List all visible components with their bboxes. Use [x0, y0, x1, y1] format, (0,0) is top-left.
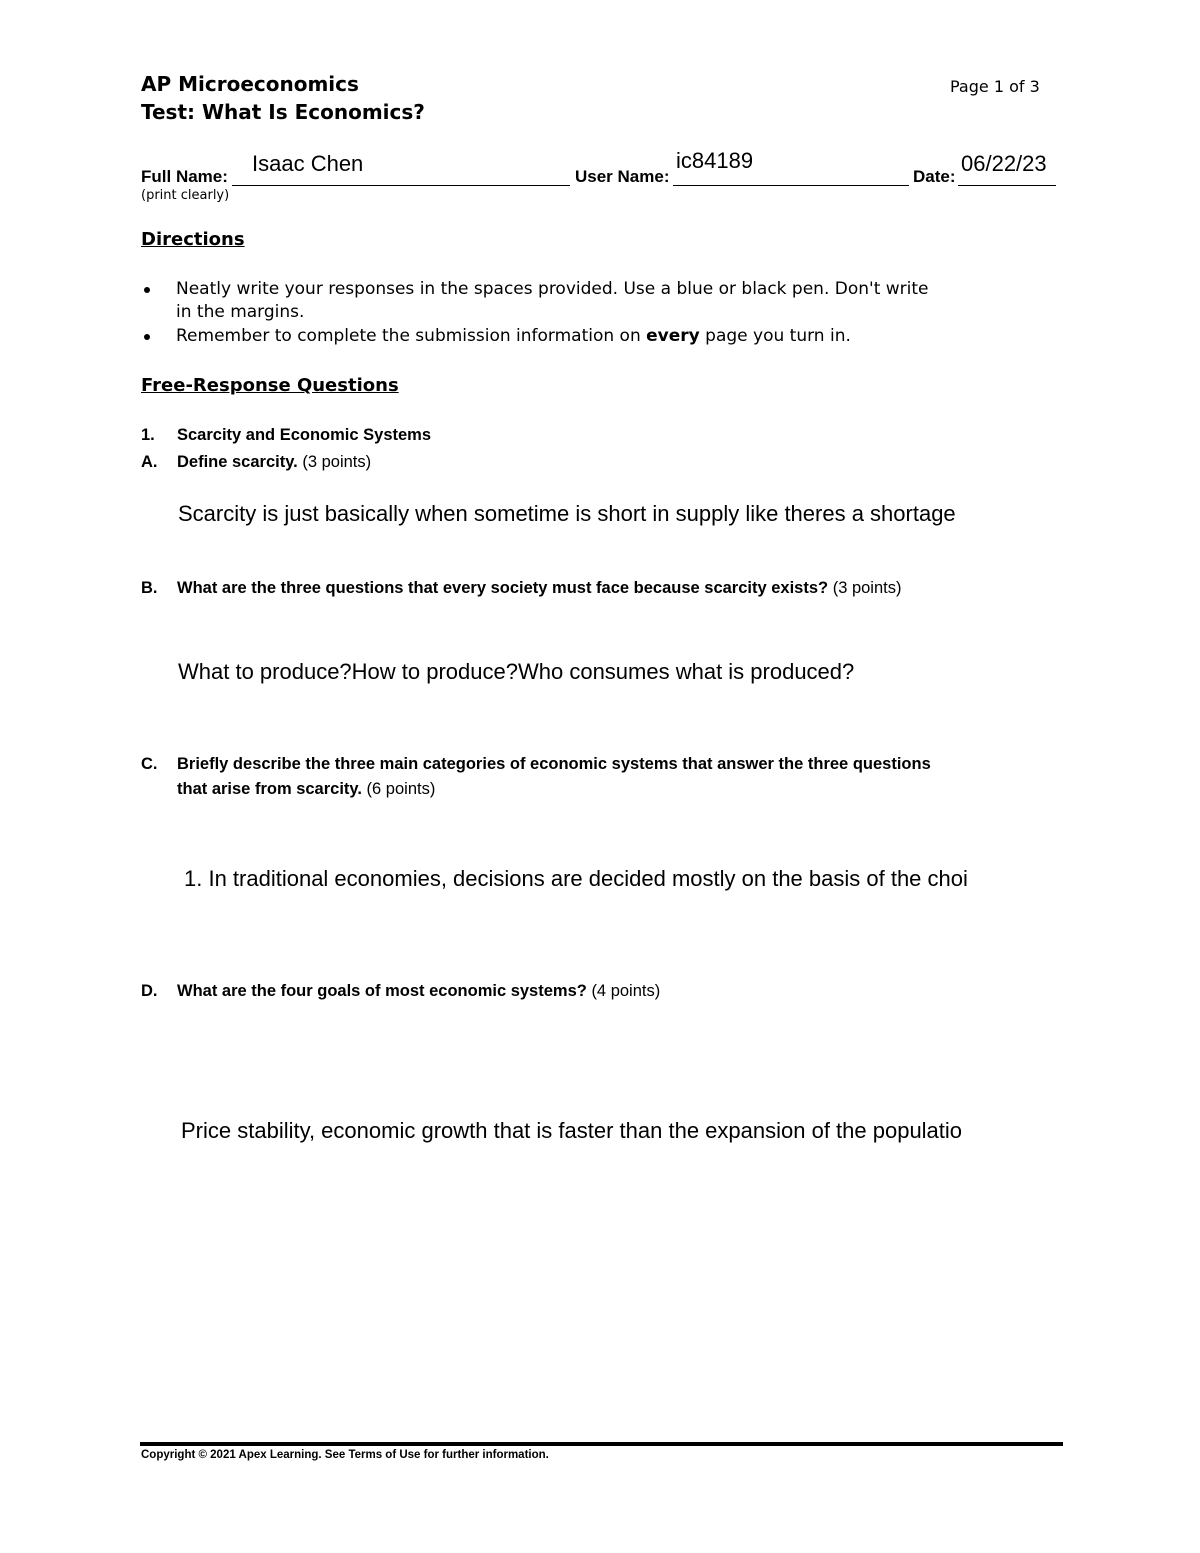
footer-rule — [140, 1442, 1063, 1446]
question-b-letter: B. — [141, 579, 158, 597]
question-c-points: (6 points) — [366, 780, 436, 798]
section-number: 1. — [141, 426, 155, 444]
directions-heading: Directions — [141, 229, 245, 250]
print-clearly-note: (print clearly) — [141, 188, 230, 203]
course-title: AP Microeconomics — [141, 72, 359, 96]
direction-item-2-post: page you turn in. — [699, 326, 851, 346]
test-title: Test: What Is Economics? — [141, 100, 425, 124]
copyright-footer: Copyright © 2021 Apex Learning. See Terms of Use for further information. — [141, 1449, 549, 1461]
answer-a[interactable]: Scarcity is just basically when sometime is short in supply like theres a shortage — [178, 501, 956, 526]
question-a-points: (3 points) — [302, 453, 372, 471]
direction-item-2-pre: Remember to complete the submission information on — [176, 326, 647, 346]
question-c — [141, 755, 931, 774]
date-label: Date: — [913, 167, 956, 186]
user-name-label: User Name: — [575, 167, 670, 186]
answer-c[interactable]: 1. In traditional economies, decisions are decided mostly on the basis of the choi — [184, 866, 968, 891]
direction-item-2 — [176, 326, 851, 346]
question-c-cont — [177, 780, 435, 799]
question-c-text-line1: Briefly describe the three main categories of economic systems that answer the three questions — [177, 755, 931, 773]
user-name-line — [673, 185, 909, 186]
date-line — [958, 185, 1056, 186]
direction-item-1-line2: in the margins. — [176, 302, 305, 322]
question-b — [141, 579, 901, 598]
direction-item-1-line1: Neatly write your responses in the spaces provided. Use a blue or black pen. Don't write — [176, 279, 929, 299]
full-name-line — [232, 185, 570, 186]
direction-item-2-bold: every — [646, 326, 700, 346]
question-d — [141, 982, 660, 1001]
question-c-letter: C. — [141, 755, 158, 773]
full-name-field[interactable]: Isaac Chen — [252, 151, 364, 176]
full-name-label: Full Name: — [141, 167, 228, 186]
answer-b[interactable]: What to produce?How to produce?Who consumes what is produced? — [178, 659, 855, 684]
question-d-letter: D. — [141, 982, 158, 1000]
question-a — [141, 453, 371, 472]
question-b-points: (3 points) — [832, 579, 902, 597]
question-d-points: (4 points) — [591, 982, 661, 1000]
question-b-text: What are the three questions that every society must face because scarcity exists? — [177, 579, 829, 597]
answer-d[interactable]: Price stability, economic growth that is faster than the expansion of the populatio — [181, 1118, 963, 1143]
frq-heading: Free-Response Questions — [141, 375, 399, 396]
page-indicator: Page 1 of 3 — [950, 77, 1040, 96]
section-title: Scarcity and Economic Systems — [177, 426, 432, 444]
bullet-dot — [144, 334, 150, 340]
bullet-dot — [144, 287, 150, 293]
question-c-text-line2: that arise from scarcity. — [177, 780, 362, 798]
question-a-text: Define scarcity. — [177, 453, 298, 471]
question-d-text: What are the four goals of most economic systems? — [177, 982, 587, 1000]
section-heading — [141, 426, 431, 445]
question-a-letter: A. — [141, 453, 158, 471]
date-field[interactable]: 06/22/23 — [961, 151, 1047, 176]
user-name-field[interactable]: ic84189 — [676, 148, 754, 173]
